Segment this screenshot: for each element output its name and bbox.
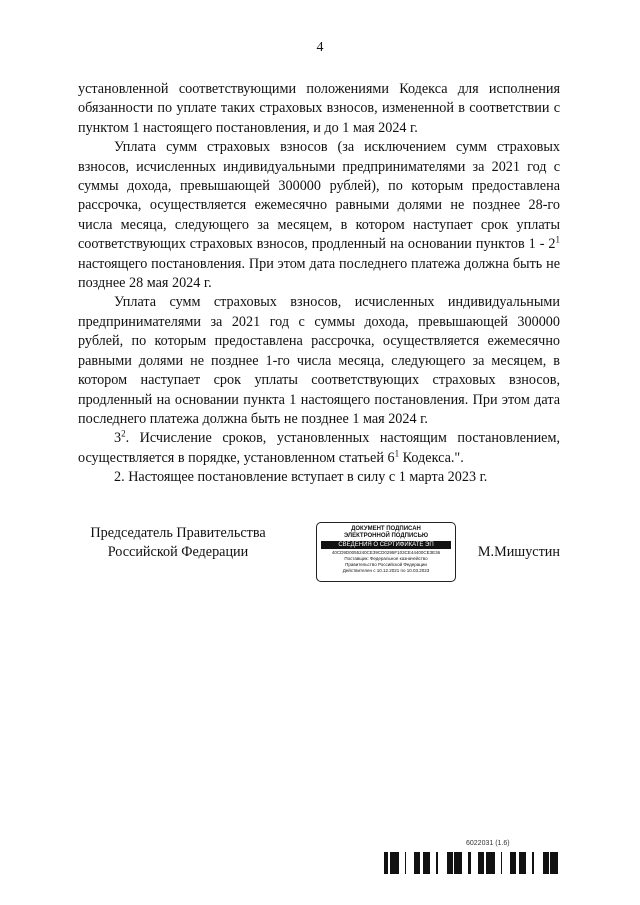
paragraph-3: Уплата сумм страховых взносов, исчисленных индивидуальными предпринимателями за 2021 год с суммы дохода, превышающей 300000 рублей, по которым предоставлена рассрочка, осуществляется ежемесячно равными долями не позднее 1-го числа месяца, следующего за месяцем, в котором наступает срок уплаты соответствующих страховых взносов, продленный на основании пункта 1 настоящего постановления. При этом дата последнего платежа должна быть не позднее 1 мая 2024 г. [78,294,560,427]
paragraph-5: 2. Настоящее постановление вступает в силу с 1 марта 2023 г. [114,469,488,486]
signatory-title: Председатель Правительства Российской Федерации [90,525,266,560]
page-number: 4 [316,40,324,55]
electronic-signature-stamp: ДОКУМЕНТ ПОДПИСАН ЭЛЕКТРОННОЙ ПОДПИСЬЮ СВЕДЕНИЯ О СЕРТИФИКАТЕ ЭП 40CD9D0055240CE39CD0295F103CE44400CE3E36 Поставщик: Федеральное казначейство Правительство Российской Федерации Действителен с 10.12.2021 по 10.03.2023 [316,522,456,582]
paragraph-2: Уплата сумм страховых взносов (за исключением сумм страховых взносов, исчисленных индивидуальными предпринимателями за 2021 год с суммы дохода, превышающей 300000 рублей), по которым предоставлена рассрочка, осуществляется ежемесячно равными долями не позднее 28-го числа месяца, следующего за месяцем, в котором наступает срок уплаты соответствующих страховых взносов, продленный на основании пунктов $1 - 2^1$ настоящего постановления. При этом дата последнего платежа должна быть не позднее 28 мая 2024 г. [78,139,560,292]
barcode-icon [384,852,560,874]
barcode-label: 6022031 (1.6) [466,840,510,847]
paragraph-4: $3^2$. Исчисление сроков, установленных настоящим постановлением, осуществляется в порядке, установленном статьей $6^1$ Кодекса.". [78,428,560,466]
signatory-name: М.Мишустин [477,544,560,560]
paragraph-1: установленной соответствующими положениями Кодекса для исполнения обязанности по уплате таких страховых взносов, измененной в соответствии с пунктом 1 настоящего постановления, и до 1 мая 2024 г. [78,81,560,136]
document-body [78,80,560,488]
